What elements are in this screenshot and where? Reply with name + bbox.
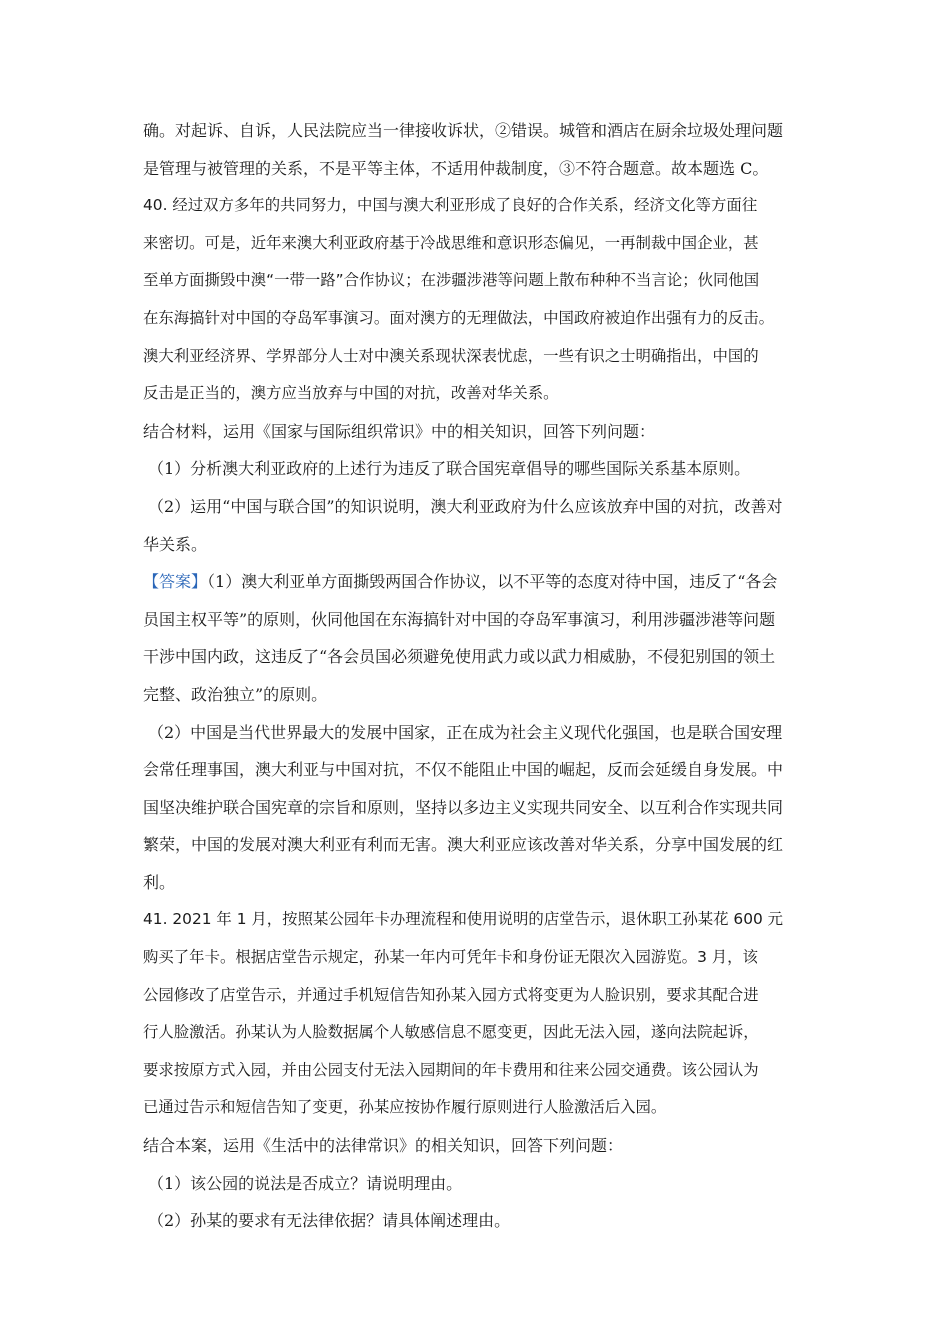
prev-answer-line: 是管理与被管理的关系，不是平等主体，不适用仲裁制度，③不符合题意。故本题选 C。	[143, 158, 769, 178]
q41-material-line: 41. 2021 年 1 月，按照某公园年卡办理流程和使用说明的店堂告示，退休职工孙某花 600 元	[143, 910, 784, 929]
q40-material-line: 反击是正当的，澳方应当放弃与中国的对抗，改善对华关系。	[143, 384, 559, 403]
q40-subquestion-2-cont: 华关系。	[143, 534, 208, 554]
q40-answer-2-line: 会常任理事国，澳大利亚与中国对抗，不仅不能阻止中国的崛起，反而会延缓自身发展。中	[143, 760, 784, 780]
q40-answer-2-line: 繁荣，中国的发展对澳大利亚有利而无害。澳大利亚应该改善对华关系，分享中国发展的红	[143, 835, 784, 855]
q41-material-line: 购买了年卡。根据店堂告示规定，孙某一年内可凭年卡和身份证无限次入园游览。3 月，该	[143, 948, 758, 967]
q41-material-line: 行人脸激活。孙某认为人脸数据属个人敏感信息不愿变更，因此无法入园，遂向法院起诉，	[143, 1023, 759, 1042]
q41-instruction: 结合本案，运用《生活中的法律常识》的相关知识，回答下列问题：	[143, 1136, 624, 1156]
q40-material-line: 至单方面撕毁中澳“一带一路”合作协议；在涉疆涉港等问题上散布种种不当言论；伙同他国	[143, 271, 760, 290]
q40-answer-1-line: 员国主权平等”的原则，伙同他国在东海搞针对中国的夺岛军事演习，利用涉疆涉港等问题	[143, 609, 776, 629]
q41-subquestion-2: （2）孙某的要求有无法律依据？请具体阐述理由。	[148, 1211, 511, 1231]
q40-material-line: 来密切。可是，近年来澳大利亚政府基于冷战思维和意识形态偏见，一再制裁中国企业，甚	[143, 233, 759, 252]
q40-answer-line	[143, 563, 811, 601]
q41-material-line: 已通过告示和短信告知了变更，孙某应按协作履行原则进行人脸激活后入园。	[143, 1098, 667, 1117]
answer-tag: 【答案】	[143, 572, 208, 592]
prev-answer-line: 确。对起诉、自诉，人民法院应当一律接收诉状，②错误。城管和酒店在厨余垃圾处理问题	[143, 121, 784, 140]
q40-answer-2-line: （2）中国是当代世界最大的发展中国家，正在成为社会主义现代化强国，也是联合国安理	[148, 722, 783, 742]
q40-instruction: 结合材料，运用《国家与国际组织常识》中的相关知识，回答下列问题：	[143, 421, 656, 441]
q40-material-line: 澳大利亚经济界、学界部分人士对中澳关系现状深表忧虑，一些有识之士明确指出，中国的	[143, 346, 759, 365]
q41-material-line: 要求按原方式入园，并由公园支付无法入园期间的年卡费用和往来公园交通费。该公园认为	[143, 1060, 759, 1079]
q40-answer-2-line: 国坚决维护联合国宪章的宗旨和原则，坚持以多边主义实现共同安全、以互利合作实现共同	[143, 797, 784, 817]
q40-answer-1-line: 干涉中国内政，这违反了“各会员国必须避免使用武力或以武力相威胁，不侵犯别国的领土	[143, 647, 776, 667]
q40-material-line: 40. 经过双方多年的共同努力，中国与澳大利亚形成了良好的合作关系，经济文化等方面往	[143, 196, 758, 215]
q40-subquestion-1: （1）分析澳大利亚政府的上述行为违反了联合国宪章倡导的哪些国际关系基本原则。	[148, 459, 751, 479]
q41-subquestion-1: （1）该公园的说法是否成立？请说明理由。	[148, 1173, 463, 1193]
page-content	[143, 112, 811, 1240]
q40-answer-1-line: 完整、政治独立”的原则。	[143, 684, 328, 704]
q40-answer-2-line: 利。	[143, 872, 176, 892]
answer-1-text: （1）澳大利亚单方面撕毁两国合作协议，以不平等的态度对待中国，违反了“各会	[207, 572, 778, 592]
q40-material-line: 在东海搞针对中国的夺岛军事演习。面对澳方的无理做法，中国政府被迫作出强有力的反击。	[143, 308, 775, 327]
q41-material-line: 公园修改了店堂告示，并通过手机短信告知孙某入园方式将变更为人脸识别，要求其配合进	[143, 985, 759, 1004]
q40-subquestion-2: （2）运用“中国与联合国”的知识说明，澳大利亚政府为什么应该放弃中国的对抗，改善对	[148, 496, 783, 516]
